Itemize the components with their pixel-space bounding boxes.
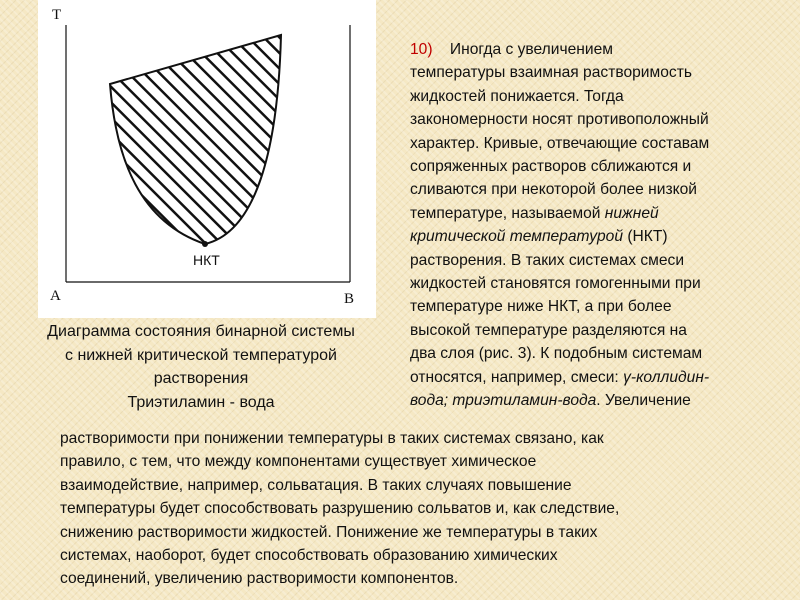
heterogeneous-region: [110, 35, 281, 244]
text-line: взаимодействие, например, сольватация. В таких случаях повышение: [60, 476, 572, 494]
phase-diagram: [38, 0, 376, 318]
axis-label-b: B: [344, 291, 355, 307]
text-line: растворения. В таких системах смеси: [410, 251, 685, 269]
text-span: . Увеличение: [596, 392, 691, 410]
text-line: высокой температуре разделяются на: [410, 321, 687, 339]
text-line: снижению растворимости жидкостей. Понижение же температуры в таких: [60, 523, 598, 541]
text-line: системах, наоборот, будет способствовать образованию химических: [60, 547, 558, 565]
caption-line: Диаграмма состояния бинарной системы: [47, 323, 355, 340]
text-span: Иногда с увеличением: [432, 41, 613, 58]
item-number: 10): [410, 41, 433, 58]
term-italic: γ-коллидин-: [623, 368, 710, 386]
critical-point-marker: [202, 241, 208, 247]
diagram-caption: [4, 320, 398, 414]
text-line: закономерности носят противоположный: [410, 111, 709, 129]
text-line: соединений, увеличению растворимости компонентов.: [60, 570, 459, 588]
caption-line: растворения: [153, 370, 249, 387]
bottom-text-block: [60, 427, 790, 591]
right-text-block: [410, 38, 795, 413]
phase-diagram-svg: [38, 0, 376, 318]
text-line: сопряженных растворов сближаются и: [410, 158, 692, 176]
text-line: температуре ниже НКТ, а при более: [410, 298, 672, 316]
caption-line: с нижней критической температурой: [65, 346, 337, 364]
text-line: жидкостей становятся гомогенными при: [410, 275, 701, 293]
text-line: правило, с тем, что между компонентами существует химическое: [60, 453, 537, 471]
text-line: [410, 38, 795, 61]
text-line: сливаются при некоторой более низкой: [410, 181, 697, 199]
text-span: относятся, например, смеси:: [410, 368, 624, 386]
text-span: температуре, называемой: [410, 204, 605, 222]
text-line: температуры будет способствовать разрушению сольватов и, как следствие,: [60, 500, 620, 518]
text-line: характер. Кривые, отвечающие составам: [410, 134, 710, 152]
critical-point-label: НКТ: [193, 252, 220, 268]
text-line: [410, 202, 795, 225]
term-italic: вода; триэтиламин-вода: [410, 392, 597, 410]
text-line: растворимости при понижении температуры в таких системах связано, как: [60, 430, 604, 447]
term-italic: нижней: [604, 204, 659, 222]
text-line: температуры взаимная растворимость: [410, 64, 692, 82]
text-line: [410, 225, 795, 248]
axis-label-t: T: [52, 7, 62, 23]
caption-line: Триэтиламин - вода: [127, 393, 275, 411]
axis-label-a: A: [50, 288, 61, 304]
text-span: (НКТ): [623, 228, 668, 246]
text-line: [410, 389, 795, 412]
text-line: жидкостей понижается. Тогда: [410, 87, 624, 105]
term-italic: критической температурой: [410, 228, 624, 246]
text-line: [410, 366, 795, 389]
text-line: два слоя (рис. 3). К подобным системам: [410, 345, 703, 363]
